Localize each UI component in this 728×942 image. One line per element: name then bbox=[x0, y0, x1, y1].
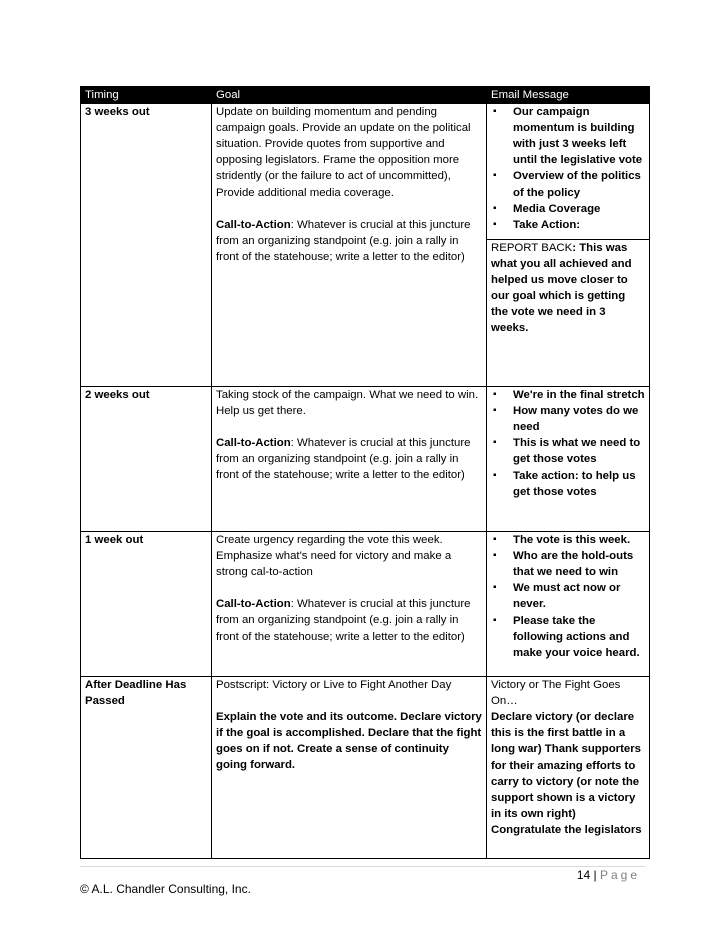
email-bold-text: Declare victory (or declare this is the first battle in a long war) Thank supporters for their amazing efforts to carry to victory (or note the support shown is a victory in its own right) Congratulate the legislators bbox=[491, 711, 642, 836]
table-row bbox=[81, 532, 650, 677]
list-item: ▪ Please take the following actions and make your voice heard. bbox=[491, 613, 645, 661]
copyright-notice: © A.L. Chandler Consulting, Inc. bbox=[80, 882, 251, 896]
page-number: 14 | Page bbox=[576, 868, 640, 882]
email-cell bbox=[487, 677, 650, 859]
header-email-message: Email Message bbox=[487, 87, 650, 104]
goal-text: Postscript: Victory or Live to Fight Another Day bbox=[216, 679, 452, 692]
list-item: ▪ Media Coverage bbox=[491, 201, 645, 217]
list-item: ▪ How many votes do we need bbox=[491, 403, 645, 435]
footer-divider bbox=[80, 866, 645, 867]
table-row bbox=[81, 387, 650, 532]
header-timing: Timing bbox=[81, 87, 212, 104]
email-intro: Victory or The Fight Goes On… bbox=[491, 679, 621, 708]
call-to-action: Call-to-Action: Whatever is crucial at this juncture from an organizing standpoint (e.g. join a rally in front of the statehouse; write a letter to the editor) bbox=[216, 437, 471, 482]
goal-cell bbox=[212, 677, 487, 859]
call-to-action: Call-to-Action: Whatever is crucial at this juncture from an organizing standpoint (e.g. join a rally in front of the statehouse; write a letter to the editor) bbox=[216, 598, 471, 643]
goal-text: Taking stock of the campaign. What we need to win. Help us get there. bbox=[216, 389, 479, 418]
list-item: ▪ Take Action: bbox=[491, 217, 645, 233]
email-bullets bbox=[491, 387, 645, 500]
goal-cell bbox=[212, 532, 487, 677]
table-row bbox=[81, 104, 650, 387]
list-item: ▪ Our campaign momentum is building with just 3 weeks left until the legislative vote bbox=[491, 104, 645, 168]
call-to-action: Call-to-Action: Whatever is crucial at this juncture from an organizing standpoint (e.g. join a rally in front of the statehouse; write a letter to the editor) bbox=[216, 218, 471, 263]
timing-cell: 1 week out bbox=[81, 532, 212, 677]
report-back: REPORT BACK: This was what you all achieved and helped us move closer to our goal which is getting the vote we need in 3 weeks. bbox=[487, 239, 649, 337]
email-bullets bbox=[491, 104, 645, 233]
campaign-timeline-table bbox=[80, 86, 650, 859]
goal-text: Create urgency regarding the vote this week. Emphasize what's need for victory and make a strong cal-to-action bbox=[216, 534, 452, 579]
list-item: ▪ Overview of the politics of the policy bbox=[491, 168, 645, 200]
list-item: ▪ The vote is this week. bbox=[491, 532, 645, 548]
list-item: ▪ We're in the final stretch bbox=[491, 387, 645, 403]
list-item: ▪ This is what we need to get those votes bbox=[491, 435, 645, 467]
timing-cell: After Deadline Has Passed bbox=[81, 677, 212, 859]
goal-cell bbox=[212, 387, 487, 532]
goal-cell bbox=[212, 104, 487, 387]
timing-cell: 2 weeks out bbox=[81, 387, 212, 532]
timing-cell: 3 weeks out bbox=[81, 104, 212, 387]
email-cell bbox=[487, 387, 650, 532]
goal-text: Update on building momentum and pending campaign goals. Provide an update on the political situation. Provide quotes from supportive and opposing legislators. Frame the opposition more stridently (or the failure to act of uncommitted), Provide additional media coverage. bbox=[216, 106, 471, 199]
header-goal: Goal bbox=[212, 87, 487, 104]
table-row bbox=[81, 677, 650, 859]
email-bullets bbox=[491, 532, 645, 661]
goal-bold-text: Explain the vote and its outcome. Declare victory if the goal is accomplished. Declare that the fight goes on if not. Create a sense of continuity going forward. bbox=[216, 711, 482, 772]
table-header-row bbox=[81, 87, 650, 104]
list-item: ▪ Take action: to help us get those votes bbox=[491, 468, 645, 500]
email-cell bbox=[487, 532, 650, 677]
list-item: ▪ Who are the hold-outs that we need to win bbox=[491, 548, 645, 580]
email-cell bbox=[487, 104, 650, 387]
list-item: ▪ We must act now or never. bbox=[491, 580, 645, 612]
